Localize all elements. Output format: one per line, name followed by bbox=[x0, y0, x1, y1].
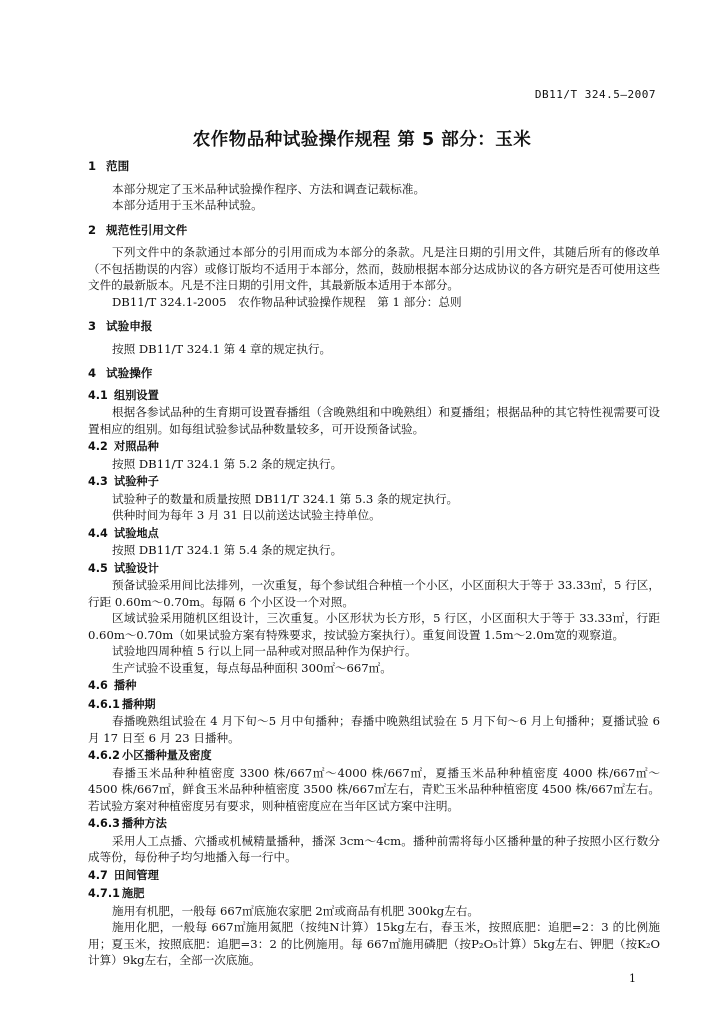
subsubsection-title: 播种期 bbox=[122, 697, 156, 711]
paragraph: 预备试验采用间比法排列，一次重复，每个参试组合种植一个小区，小区面积大于等于 33.33㎡，5 行区，行距 0.60m～0.70m。每隔 6 个小区设一个对照。 bbox=[88, 578, 660, 609]
paragraph: 下列文件中的条款通过本部分的引用而成为本部分的条款。凡是注日期的引用文件，其随后所有的修改单（不包括勘误的内容）或修订版均不适用于本部分，然而，鼓励根据本部分达成协议的各方研究是否可使用这些文件的最新版本。凡是不注日期的引用文件，其最新版本适用于本部分。 bbox=[88, 245, 660, 292]
section-title: 范围 bbox=[106, 159, 130, 173]
subsubsection-number: 4.6.2 bbox=[88, 749, 120, 762]
subsection-number: 4.6 bbox=[88, 679, 108, 692]
page-number: 1 bbox=[629, 972, 636, 985]
subsection-title: 组别设置 bbox=[114, 388, 159, 402]
subsection-number: 4.2 bbox=[88, 440, 108, 453]
section-title: 规范性引用文件 bbox=[106, 222, 188, 237]
standard-code: DB11/T 324.5—2007 bbox=[534, 88, 656, 101]
reference-entry: DB11/T 324.1-2005 农作物品种试验操作规程 第 1 部分：总则 bbox=[112, 294, 462, 309]
section-heading bbox=[88, 365, 660, 382]
paragraph: 本部分规定了玉米品种试验操作程序、方法和调查记载标准。 bbox=[112, 181, 426, 196]
subsection-title: 对照品种 bbox=[114, 440, 159, 453]
section-number: 2 bbox=[88, 222, 97, 237]
subsection-number: 4.3 bbox=[88, 475, 108, 488]
subsubsection-title: 施肥 bbox=[122, 887, 145, 900]
section-heading bbox=[88, 222, 660, 239]
subsection-number: 4.7 bbox=[88, 868, 108, 882]
subsection-title: 播种 bbox=[114, 679, 137, 692]
paragraph: 区域试验采用随机区组设计，三次重复。小区形状为长方形，5 行区，小区面积大于等于 33.33㎡，行距 0.60m～0.70m（如果试验方案有特殊要求，按试验方案执行）。重复间设置 1.5m～2.0m宽的观察道。 bbox=[88, 611, 660, 642]
subsubsection-heading bbox=[88, 816, 660, 833]
subsubsection-number: 4.7.1 bbox=[88, 887, 120, 900]
paragraph: 按照 DB11/T 324.1 第 4 章的规定执行。 bbox=[112, 341, 332, 356]
section-heading bbox=[88, 158, 660, 175]
section-number: 3 bbox=[88, 319, 97, 333]
subsection-heading bbox=[88, 561, 660, 578]
paragraph: 春播晚熟组试验在 4 月下旬～5 月中旬播种；春播中晚熟组试验在 5 月下旬～6 月上旬播种；夏播试验 6 月 17 日至 6 月 23 日播种。 bbox=[88, 714, 660, 745]
subsection-heading bbox=[88, 439, 660, 456]
subsection-title: 田间管理 bbox=[114, 868, 159, 882]
paragraph: 施用有机肥，一般每 667㎡底施农家肥 2㎡或商品有机肥 300kg左右。 bbox=[112, 903, 479, 918]
paragraph: 根据各参试品种的生育期可设置春播组（含晚熟组和中晚熟组）和夏播组；根据品种的其它特性视需要可设置相应的组别。如每组试验参试品种数量较多，可开设预备试验。 bbox=[88, 405, 660, 436]
subsection-heading bbox=[88, 678, 660, 695]
section-title: 试验申报 bbox=[106, 319, 153, 333]
subsection-heading bbox=[88, 474, 660, 491]
paragraph: 生产试验不设重复，每点每品种面积 300㎡～667㎡。 bbox=[112, 660, 392, 675]
subsection-title: 试验地点 bbox=[114, 526, 159, 540]
paragraph: 供种时间为每年 3 月 31 日以前送达试验主持单位。 bbox=[112, 508, 381, 522]
subsection-number: 4.1 bbox=[88, 388, 108, 402]
paragraph: 春播玉米品种种植密度 3300 株/667㎡～4000 株/667㎡，夏播玉米品种种植密度 4000 株/667㎡～4500 株/667㎡，鲜食玉米品种种植密度 3500 株/667㎡左右，青贮玉米品种种植密度 4500 株/667㎡左右。若试验方案对种植密度另有要求，则种植密度应在当年区试方案中注明。 bbox=[88, 765, 660, 813]
section-number: 1 bbox=[88, 159, 97, 173]
subsection-heading bbox=[88, 868, 660, 885]
paragraph: 试验种子的数量和质量按照 DB11/T 324.1 第 5.3 条的规定执行。 bbox=[112, 491, 459, 506]
subsection-title: 试验设计 bbox=[114, 561, 159, 575]
paragraph: 施用化肥，一般每 667㎡施用氮肥（按纯N计算）15kg左右，春玉米，按照底肥：追肥=2：3 的比例施用；夏玉米，按照底肥：追肥=3：2 的比例施用。每 667㎡施用磷肥（按P₂O₅计算）5kg左右、钾肥（按K₂O计算）9kg左右，全部一次底施。 bbox=[88, 920, 660, 967]
paragraph: 试验地四周种植 5 行以上同一品种或对照品种作为保护行。 bbox=[112, 644, 417, 658]
subsubsection-heading bbox=[88, 697, 660, 714]
subsubsection-number: 4.6.1 bbox=[88, 697, 120, 711]
subsection-heading bbox=[88, 526, 660, 543]
subsubsection-number: 4.6.3 bbox=[88, 817, 120, 830]
subsubsection-heading bbox=[88, 748, 660, 765]
paragraph: 按照 DB11/T 324.1 第 5.2 条的规定执行。 bbox=[112, 456, 343, 471]
subsection-number: 4.5 bbox=[88, 561, 108, 575]
paragraph: 采用人工点播、穴播或机械精量播种，播深 3cm～4cm。播种前需将每小区播种量的种子按照小区行数分成等份，每份种子均匀地播入每一行中。 bbox=[88, 833, 660, 864]
document-body bbox=[88, 158, 660, 969]
paragraph: 按照 DB11/T 324.1 第 5.4 条的规定执行。 bbox=[112, 543, 343, 557]
subsubsection-heading bbox=[88, 886, 660, 903]
subsubsection-title: 播种方法 bbox=[122, 817, 167, 830]
paragraph: 本部分适用于玉米品种试验。 bbox=[112, 198, 263, 212]
section-heading bbox=[88, 318, 660, 335]
subsubsection-title: 小区播种量及密度 bbox=[122, 749, 212, 762]
section-number: 4 bbox=[88, 366, 97, 380]
section-title: 试验操作 bbox=[106, 366, 153, 380]
subsection-heading bbox=[88, 388, 660, 405]
subsection-title: 试验种子 bbox=[114, 475, 159, 488]
subsection-number: 4.4 bbox=[88, 526, 108, 540]
document-title: 农作物品种试验操作规程 第 5 部分：玉米 bbox=[192, 130, 532, 150]
